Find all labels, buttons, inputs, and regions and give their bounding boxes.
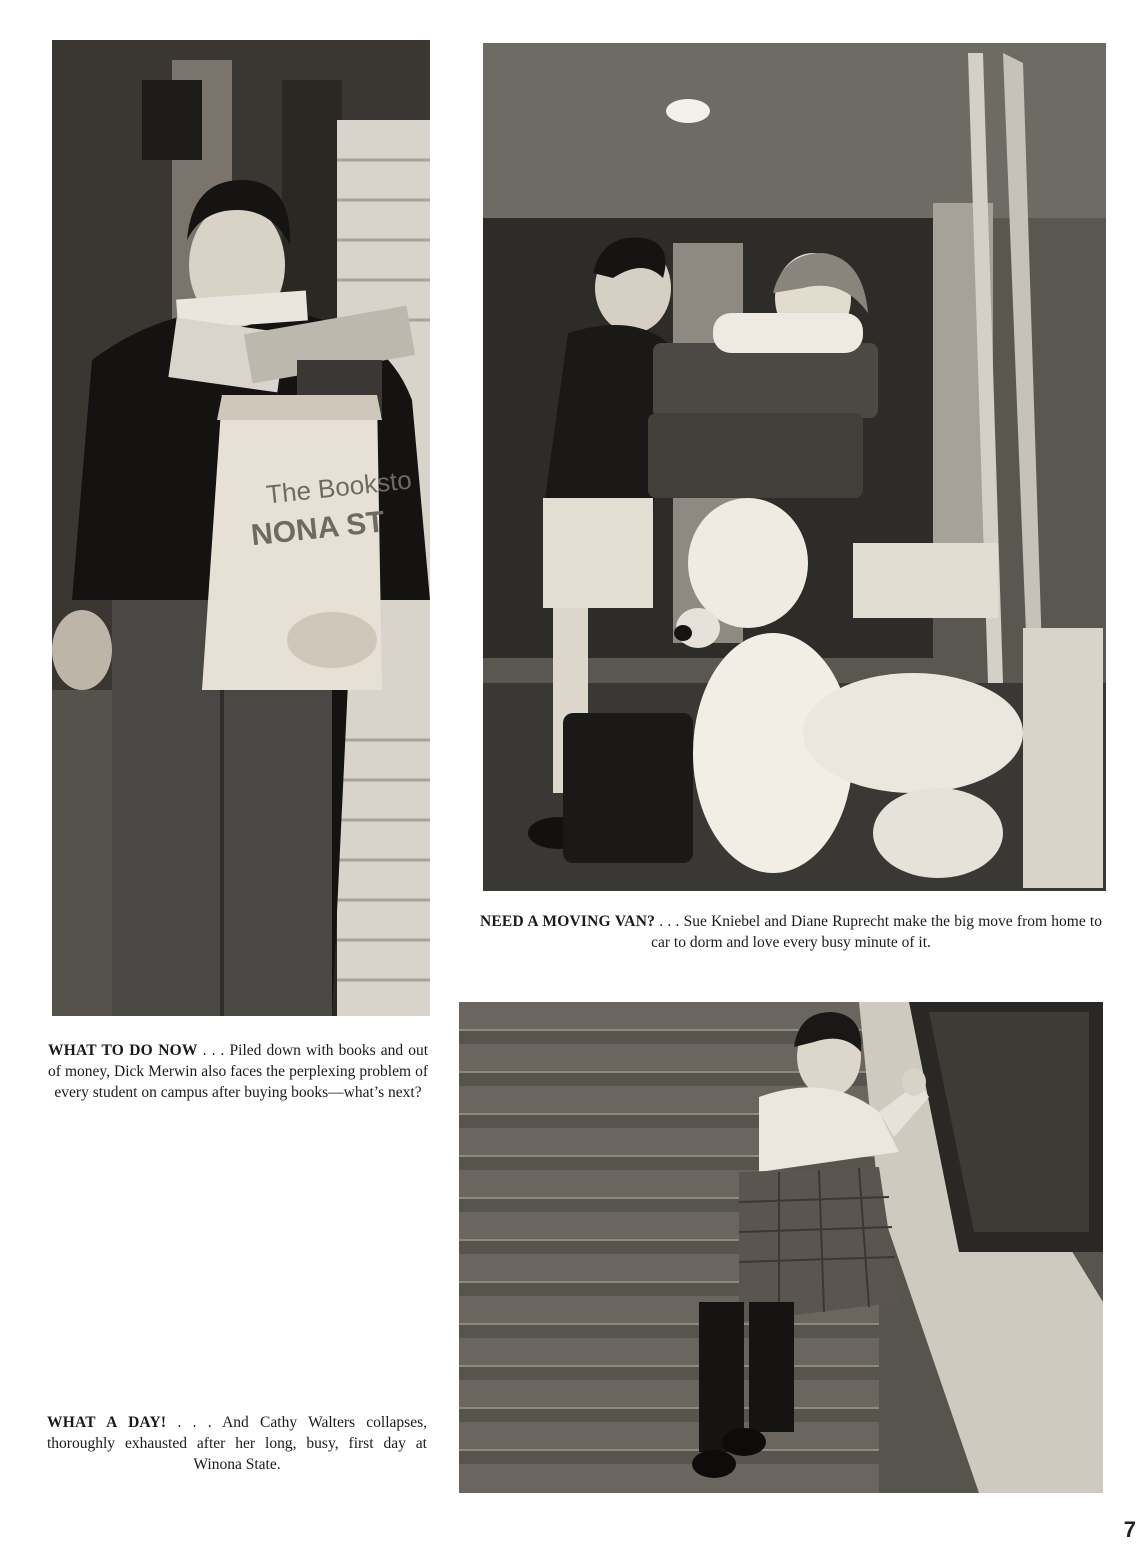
- page-number: 7: [1123, 1517, 1136, 1542]
- svg-text:NONA ST: NONA ST: [249, 505, 387, 553]
- caption-lead: WHAT TO DO NOW: [48, 1042, 198, 1059]
- photo-students-moving: [483, 43, 1106, 891]
- caption-body: . . . Piled down with books and out of money, Dick Merwin also faces the perplexing problem of every student on campus after buying books—what’s next?: [48, 1042, 429, 1101]
- caption-need-a-moving-van: [480, 911, 1102, 953]
- caption-body: . . . Sue Kniebel and Diane Ruprecht make the big move from home to car to dorm and love every busy minute of it.: [651, 913, 1102, 951]
- photo-student-with-books: [52, 40, 430, 1016]
- photo-student-with-books-image: [52, 40, 430, 1016]
- photo-student-on-stairs-image: [459, 1002, 1103, 1493]
- caption-lead: NEED A MOVING VAN?: [480, 913, 656, 930]
- photo-student-on-stairs: [459, 1002, 1103, 1493]
- caption-what-a-day: [47, 1412, 427, 1475]
- photo-students-moving-image: [483, 43, 1106, 891]
- svg-text:The Booksto: The Booksto: [264, 464, 414, 510]
- caption-what-to-do-now: [48, 1040, 428, 1103]
- caption-body: . . . And Cathy Walters collapses, thoroughly exhausted after her long, busy, first day at Winona State.: [47, 1414, 427, 1473]
- caption-lead: WHAT A DAY!: [47, 1414, 167, 1431]
